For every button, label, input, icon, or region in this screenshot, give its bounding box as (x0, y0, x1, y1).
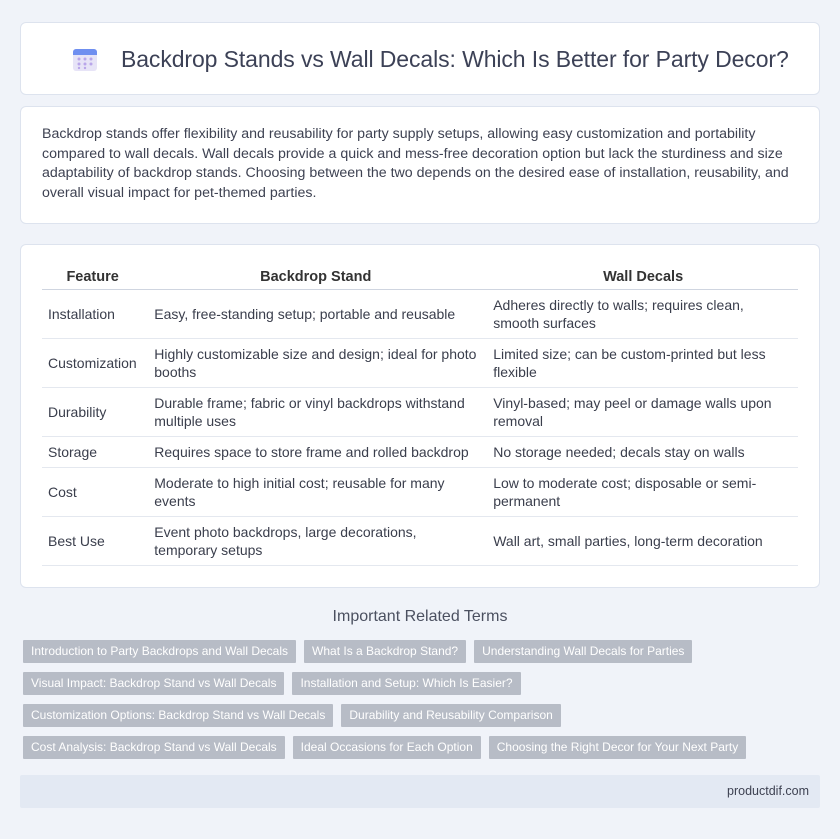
table-row (42, 436, 798, 467)
backdrop-cell: Easy, free-standing setup; portable and reusable (143, 289, 488, 338)
table-row (42, 516, 798, 565)
backdrop-cell: Highly customizable size and design; ideal for photo booths (143, 338, 488, 387)
decals-cell: Vinyl-based; may peel or damage walls upon removal (488, 387, 798, 436)
comparison-table (42, 265, 798, 566)
table-header-row (42, 265, 798, 289)
table-row (42, 467, 798, 516)
related-term-tag[interactable]: Durability and Reusability Comparison (341, 704, 560, 727)
related-term-tag[interactable]: Understanding Wall Decals for Parties (474, 640, 692, 663)
related-term-tag[interactable]: Installation and Setup: Which Is Easier? (292, 672, 520, 695)
feature-cell: Durability (42, 387, 143, 436)
related-term-tag[interactable]: Ideal Occasions for Each Option (293, 736, 481, 759)
header-backdrop-stand: Backdrop Stand (143, 265, 488, 289)
table-row (42, 387, 798, 436)
footer-site-link[interactable]: productdif.com (727, 784, 809, 798)
footer (20, 775, 820, 808)
page-title: Backdrop Stands vs Wall Decals: Which Is Better for Party Decor? (121, 46, 789, 72)
tag-row (23, 736, 823, 759)
tag-row (23, 704, 823, 727)
feature-cell: Storage (42, 436, 143, 467)
decals-cell: Wall art, small parties, long-term decoration (488, 516, 798, 565)
backdrop-cell: Durable frame; fabric or vinyl backdrops withstand multiple uses (143, 387, 488, 436)
related-terms-title: Important Related Terms (332, 608, 508, 625)
related-term-tag[interactable]: What Is a Backdrop Stand? (304, 640, 466, 663)
related-term-tag[interactable]: Visual Impact: Backdrop Stand vs Wall Decals (23, 672, 284, 695)
related-term-tag[interactable]: Customization Options: Backdrop Stand vs Wall Decals (23, 704, 333, 727)
header-feature: Feature (42, 265, 143, 289)
related-term-tag[interactable]: Introduction to Party Backdrops and Wall Decals (23, 640, 296, 663)
feature-cell: Installation (42, 289, 143, 338)
feature-cell: Cost (42, 467, 143, 516)
related-terms-list (23, 640, 823, 768)
calendar-icon (72, 46, 98, 72)
feature-cell: Customization (42, 338, 143, 387)
decals-cell: No storage needed; decals stay on walls (488, 436, 798, 467)
related-term-tag[interactable]: Cost Analysis: Backdrop Stand vs Wall Decals (23, 736, 285, 759)
decals-cell: Limited size; can be custom-printed but less flexible (488, 338, 798, 387)
table-row (42, 289, 798, 338)
feature-cell: Best Use (42, 516, 143, 565)
backdrop-cell: Requires space to store frame and rolled backdrop (143, 436, 488, 467)
comparison-card (20, 244, 820, 588)
intro-paragraph: Backdrop stands offer flexibility and reusability for party supply setups, allowing easy customization and portability compared to wall decals. Wall decals provide a quick and mess-free decoration option but lack the sturdiness and size adaptability of backdrop stands. Choosing between the two depends on the desired ease of installation, reusability, and overall visual impact for pet-themed parties. (42, 126, 789, 201)
header-card (20, 22, 820, 95)
backdrop-cell: Moderate to high initial cost; reusable for many events (143, 467, 488, 516)
tag-row (23, 672, 823, 695)
table-row (42, 338, 798, 387)
intro-card (20, 106, 820, 224)
decals-cell: Low to moderate cost; disposable or semi-permanent (488, 467, 798, 516)
header-wall-decals: Wall Decals (488, 265, 798, 289)
tag-row (23, 640, 823, 663)
decals-cell: Adheres directly to walls; requires clean, smooth surfaces (488, 289, 798, 338)
related-term-tag[interactable]: Choosing the Right Decor for Your Next Party (489, 736, 746, 759)
backdrop-cell: Event photo backdrops, large decorations, temporary setups (143, 516, 488, 565)
